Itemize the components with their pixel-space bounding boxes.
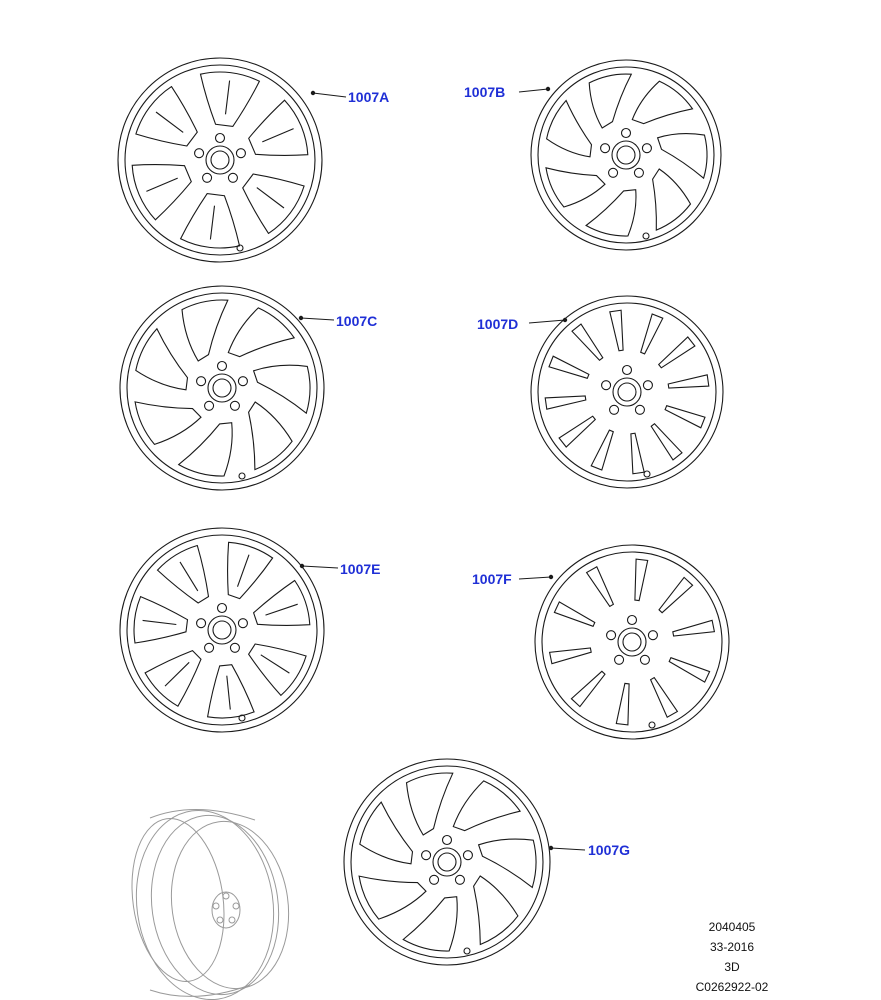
lug-nut [205,643,214,652]
center-cap [213,621,231,639]
callout-leader [313,93,346,97]
spoke-window [136,87,197,146]
callout-leaders [299,87,585,850]
wheel-a [118,58,322,262]
rim-inner [351,766,543,958]
center-cap [618,383,636,401]
spoke-window [135,402,201,445]
lug-nut [463,851,472,860]
callout-leader [519,577,551,579]
lug-nut [648,631,657,640]
part-label-1007c: 1007C [336,313,378,329]
spoke-window [659,577,693,612]
callout-dot [549,575,553,579]
lug-nut [642,144,651,153]
spoke-window [571,671,605,706]
lug-nut [643,381,652,390]
spoke-window [249,100,308,155]
spoke-window [453,781,520,831]
wheel-d [531,296,723,488]
lug-nut [228,173,237,182]
spoke-window [403,897,457,951]
rim-inner [542,552,722,732]
spoke-split-line [238,555,250,587]
lug-nut [635,405,644,414]
valve-stem [464,948,470,954]
rim-outer [118,58,322,262]
spoke-window [589,74,631,128]
rim-inner [125,65,315,255]
generic-wheel-perspective [122,801,299,1000]
rim-outer [120,286,324,490]
lug-nut [607,631,616,640]
lug-nut [218,604,227,613]
lug-nut [610,405,619,414]
lug-nut [197,619,206,628]
center-bore [208,616,236,644]
spoke-window [658,134,707,179]
spoke-window [587,567,614,607]
spoke-window [132,165,191,220]
spoke-window [591,430,613,470]
spoke-window [545,396,586,409]
lug-nut [203,173,212,182]
spoke-window [559,416,595,447]
lug-nut [422,851,431,860]
spoke-window [360,802,413,864]
center-cap [213,379,231,397]
spoke-window [547,101,592,157]
spoke-window [668,375,709,388]
spoke-window [407,773,453,835]
spoke-window [479,839,536,887]
spoke-window [228,308,294,357]
wheel-c [120,286,324,490]
lug-nut [640,655,649,664]
spoke-window [616,683,629,725]
center-bore [433,848,461,876]
spoke-window [651,678,678,718]
lug-nut [216,134,225,143]
spoke-window [359,876,426,919]
valve-stem [239,473,245,479]
spoke-window [136,329,188,390]
lug-nut [238,377,247,386]
drawing-reference: C0262922-02 [695,980,769,994]
spoke-split-line [165,662,189,686]
callout-leader [529,320,565,323]
wheel-e [120,528,324,732]
center-bore [208,374,236,402]
spoke-window [474,876,518,945]
spoke-window [134,597,187,643]
spoke-window [249,402,293,470]
rim-inner [538,303,716,481]
spoke-split-line [156,112,183,132]
spoke-split-line [261,655,290,673]
callout-leader [301,318,334,320]
spoke-window [665,406,705,428]
spoke-window [550,648,592,664]
spoke-split-line [210,206,214,240]
rim-outer [344,759,550,965]
lug-nut [615,655,624,664]
spoke-window [546,168,605,207]
rim-inner [127,293,317,483]
spoke-window [181,194,240,248]
lug-nut [238,619,247,628]
center-bore [618,628,646,656]
spoke-window [254,365,310,413]
callout-dot [299,316,303,320]
spoke-window [549,356,589,378]
spoke-window [669,658,709,682]
callout-dot [549,846,553,850]
lug-nut [230,643,239,652]
center-bore [613,378,641,406]
spoke-split-line [257,188,284,208]
part-label-1007b: 1007B [464,84,506,100]
spoke-window [632,81,692,123]
wheel-f [535,545,729,739]
part-label-1007a: 1007A [348,89,390,105]
lug-nut [628,616,637,625]
spoke-split-line [180,562,198,591]
center-bore [612,141,640,169]
spoke-split-line [226,81,230,115]
rim-inner [127,535,317,725]
spoke-window [651,424,682,460]
spoke-window [673,620,715,636]
center-cap [617,146,635,164]
valve-stem [644,471,650,477]
lug-nut [430,875,439,884]
center-cap [211,151,229,169]
drawing-view-type: 3D [724,960,740,974]
part-label-1007g: 1007G [588,842,631,858]
lug-nut [601,144,610,153]
rim-outer [120,528,324,732]
lug-nut [623,366,632,375]
lug-nut [634,168,643,177]
part-label-1007d: 1007D [477,316,519,332]
callout-leader [551,848,585,850]
part-label-1007f: 1007F [472,571,512,587]
spoke-window [554,602,594,626]
spoke-window [254,581,310,626]
center-bore [206,146,234,174]
lug-nut [455,875,464,884]
rim-inner [538,67,714,243]
lug-nut [197,377,206,386]
lug-nut [443,836,452,845]
drawing-date-code: 33-2016 [709,940,755,954]
spoke-window [228,542,273,598]
callout-dot [300,564,304,568]
valve-stem [649,722,655,728]
spoke-window [659,337,695,368]
spoke-window [243,174,304,233]
callout-dot [546,87,550,91]
rim-outer [531,60,721,250]
spoke-window [179,423,232,476]
lug-nut [622,129,631,138]
spoke-split-line [146,178,177,191]
callout-dot [563,318,567,322]
lug-nut [218,362,227,371]
wheel-drawings [118,58,729,965]
spoke-window [610,310,623,351]
part-label-1007e: 1007E [340,561,381,577]
wheel-g [344,759,550,965]
lug-nut [195,149,204,158]
callout-dot [311,91,315,95]
spoke-split-line [266,604,298,615]
spoke-split-line [262,129,293,142]
spoke-window [201,72,260,126]
lug-nut [609,168,618,177]
spoke-window [641,314,663,354]
rim-outer [535,545,729,739]
callout-leader [302,566,338,568]
rim-outer [531,296,723,488]
drawing-number: 2040405 [708,920,756,934]
spoke-split-line [227,676,231,710]
spoke-split-line [143,620,177,624]
wheel-b [531,60,721,250]
center-cap [623,633,641,651]
lug-nut [602,381,611,390]
lug-nut [230,401,239,410]
valve-stem [643,233,649,239]
callout-leader [519,89,548,92]
spoke-window [208,665,255,718]
center-cap [438,853,456,871]
lug-nut [205,401,214,410]
spoke-window [572,324,603,360]
spoke-window [631,433,644,474]
spoke-window [182,300,228,361]
lug-nut [236,149,245,158]
spoke-window [635,559,648,601]
spoke-window [586,190,636,236]
